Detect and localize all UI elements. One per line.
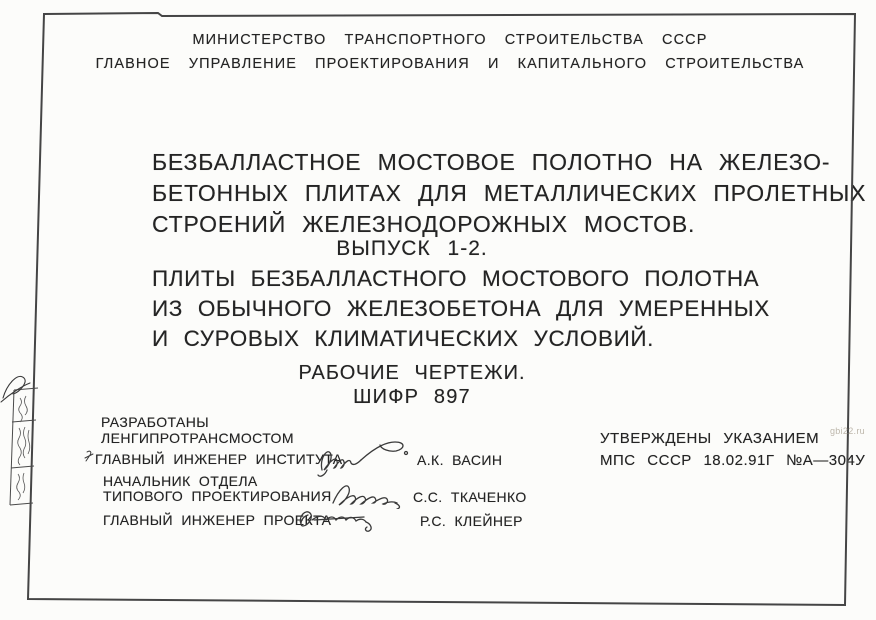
subtitle-line-3: И СУРОВЫХ КЛИМАТИЧЕСКИХ УСЛОВИЙ. xyxy=(152,326,655,351)
main-title-line-3: СТРОЕНИЙ ЖЕЛЕЗНОДОРОЖНЫХ МОСТОВ. xyxy=(152,211,696,237)
signer-role-department-head-line1: НАЧАЛЬНИК ОТДЕЛА xyxy=(103,473,258,489)
signer-name-kleiner: Р.С. КЛЕЙНЕР xyxy=(420,513,523,529)
signer-role-chief-engineer-institute: ГЛАВНЫЙ ИНЖЕНЕР ИНСТИТУТА xyxy=(95,451,343,467)
issue-number: ВЫПУСК 1-2. xyxy=(336,237,488,260)
main-title-line-2: БЕТОННЫХ ПЛИТАХ ДЛЯ МЕТАЛЛИЧЕСКИХ ПРОЛЕТНЫХ xyxy=(152,180,867,206)
site-watermark: gbi22.ru xyxy=(830,426,865,436)
ministry-line: МИНИСТЕРСТВО ТРАНСПОРТНОГО СТРОИТЕЛЬСТВА СССР xyxy=(192,32,708,48)
signer-name-tkachenko: С.С. ТКАЧЕНКО xyxy=(413,489,527,505)
developer-organization: ЛЕНГИПРОТРАНСМОСТОМ xyxy=(101,430,294,446)
signer-role-department-head-line2: ТИПОВОГО ПРОЕКТИРОВАНИЯ xyxy=(103,488,332,504)
document-type: РАБОЧИЕ ЧЕРТЕЖИ. xyxy=(298,362,526,384)
approved-line-2: МПС СССР 18.02.91Г №А—304У xyxy=(600,452,866,469)
signer-role-chief-project-engineer: ГЛАВНЫЙ ИНЖЕНЕР ПРОЕКТА xyxy=(103,512,332,528)
stamp-illegible-text xyxy=(17,396,30,500)
subtitle-line-1: ПЛИТЫ БЕЗБАЛЛАСТНОГО МОСТОВОГО ПОЛОТНА xyxy=(152,266,760,291)
cipher-code: ШИФР 897 xyxy=(353,386,471,408)
directorate-line: ГЛАВНОЕ УПРАВЛЕНИЕ ПРОЕКТИРОВАНИЯ И КАПИТАЛЬНОГО СТРОИТЕЛЬСТВА xyxy=(95,56,805,72)
subtitle-line-2: ИЗ ОБЫЧНОГО ЖЕЛЕЗОБЕТОНА ДЛЯ УМЕРЕННЫХ xyxy=(152,296,770,321)
approved-line-1: УТВЕРЖДЕНЫ УКАЗАНИЕМ xyxy=(600,430,820,447)
developed-heading: РАЗРАБОТАНЫ xyxy=(101,414,210,430)
frame-outline xyxy=(28,13,867,605)
main-title-line-1: БЕЗБАЛЛАСТНОЕ МОСТОВОЕ ПОЛОТНО НА ЖЕЛЕЗО- xyxy=(152,149,831,175)
signer-name-vasin: А.К. ВАСИН xyxy=(417,452,503,468)
